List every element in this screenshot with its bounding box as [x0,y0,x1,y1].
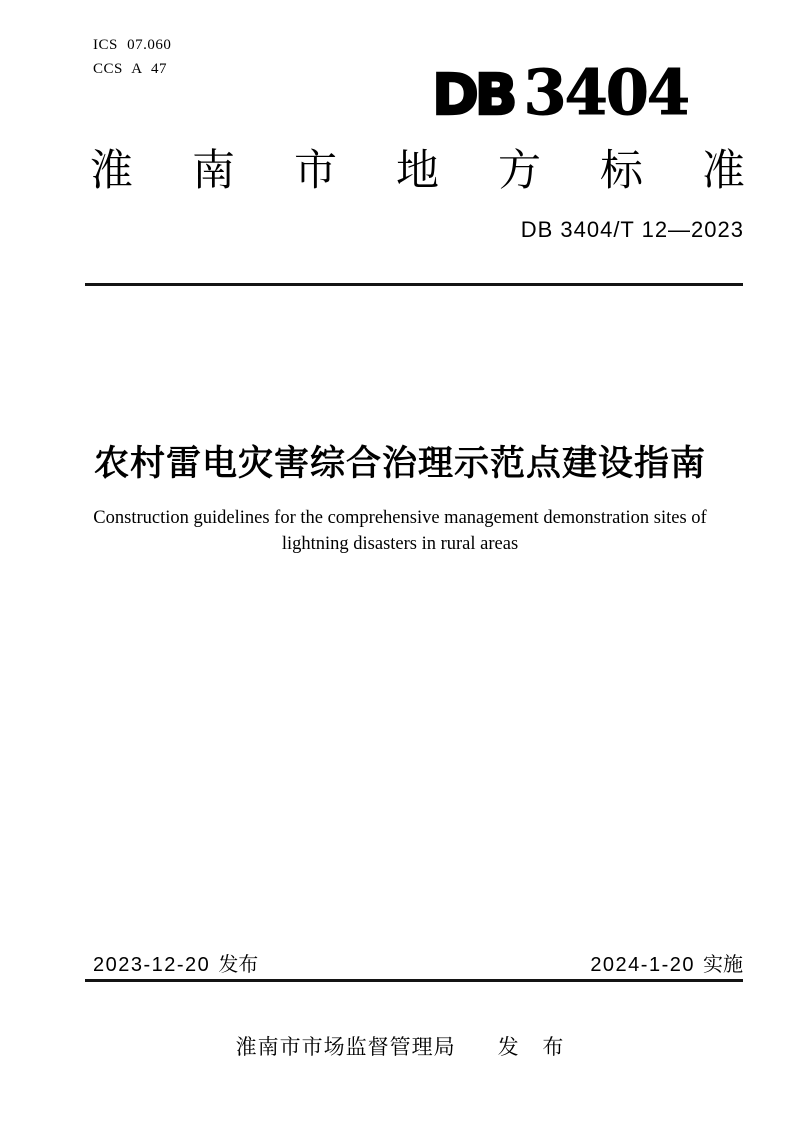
standard-category-char: 市 [294,147,337,195]
implement-date: 2024-1-20 [590,954,695,976]
standard-number: DB 3404/T 12—2023 [520,217,744,242]
db-logo-prefix: DB [432,63,514,128]
document-title-chinese: 农村雷电灾害综合治理示范点建设指南 [93,444,706,483]
document-title-english [0,505,800,557]
date-row [93,948,743,977]
issue-date: 2023-12-20 [93,954,211,976]
publisher-name: 淮南市市场监督管理局 [235,1036,456,1059]
standard-category-title [90,148,745,195]
standard-category-char: 地 [396,147,439,195]
issue-date-group [93,948,258,977]
standard-category-char: 准 [702,147,745,195]
implement-label: 实施 [703,954,743,976]
issue-label: 发布 [218,954,259,976]
standard-category-char: 方 [498,147,541,195]
english-title-line-2: lightning disasters in rural areas [281,534,519,554]
implement-date-group [590,948,743,977]
footer-divider-line [85,979,743,982]
english-title-line-1: Construction guidelines for the comprehensive management demonstration sites of [93,508,707,528]
standard-category-char: 淮 [90,147,133,195]
ics-code: ICS 07.060 [93,37,172,53]
db-standard-logo [432,56,688,129]
db-logo-region-code: 3404 [523,56,688,129]
standard-category-char: 标 [600,147,643,195]
header-divider-line [85,283,743,286]
ccs-code: CCS A 47 [93,61,168,77]
publish-label: 发 布 [497,1036,565,1059]
classification-codes [93,33,171,81]
standard-category-char: 南 [192,147,235,195]
publisher-row [0,1031,800,1061]
